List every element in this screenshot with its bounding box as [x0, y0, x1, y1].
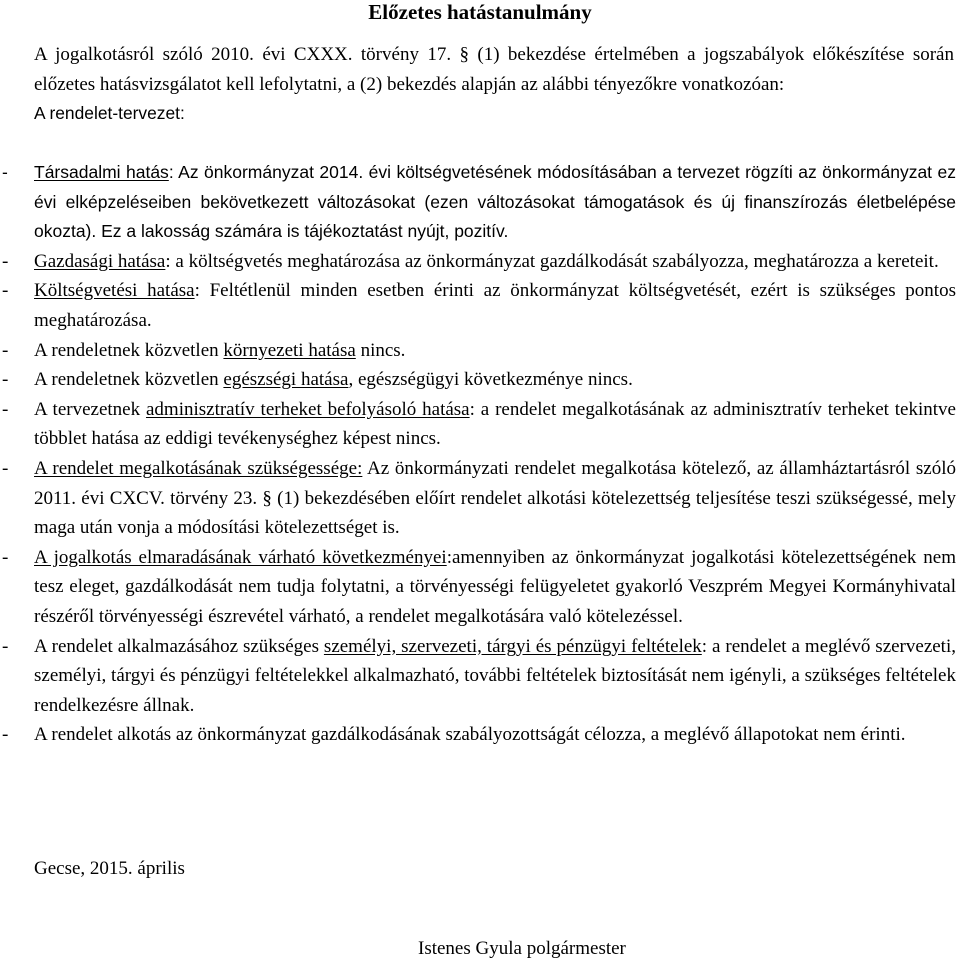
impact-list	[0, 158, 956, 750]
item-text: : a rendelet megalkotásának az adminisztratív terheket tekintve többlet hatása az eddigi tevékenységhez képest nincs.	[34, 398, 956, 450]
list-item-administrative-burden	[0, 395, 956, 454]
list-item-economic-impact	[0, 247, 956, 277]
intro-subheading: A rendelet-tervezet:	[34, 103, 185, 124]
list-item-regulation-goal	[0, 720, 956, 750]
bullet-dash: -	[2, 724, 9, 746]
item-text: A rendelet alkotás az önkormányzat gazdálkodásának szabályozottságát célozza, a meglévő állapotokat nem érinti.	[34, 724, 906, 746]
item-heading: egészségi hatása	[223, 369, 349, 391]
bullet-dash: -	[2, 162, 8, 182]
list-item-environmental-impact	[0, 336, 956, 366]
item-prefix: A tervezetnek	[34, 398, 146, 420]
list-item-budget-impact	[0, 276, 956, 335]
list-item-conditions	[0, 632, 956, 721]
list-item-necessity	[0, 454, 956, 543]
list-item-health-impact	[0, 365, 956, 395]
bullet-dash: -	[2, 339, 9, 361]
bullet-dash: -	[2, 635, 9, 657]
item-heading: személyi, szervezeti, tárgyi és pénzügyi feltételek	[323, 635, 702, 657]
item-heading: A rendelet megalkotásának szükségessége:	[34, 457, 363, 479]
list-item-consequences	[0, 543, 956, 632]
item-heading: környezeti hatása	[223, 339, 356, 361]
item-text: , egészségügyi következménye nincs.	[348, 369, 633, 391]
item-heading: A jogalkotás elmaradásának várható következményei	[34, 546, 447, 568]
item-heading: Gazdasági hatása	[34, 250, 166, 272]
item-text: :amennyiben az önkormányzat jogalkotási kötelezettségének nem tesz eleget, gazdálkodását nem tudja folytatni, a törvényességi felügyeletet gyakorló Veszprém Megyei Kormányhivatal részéről törvényességi észrevétel várható, a rendelet megalkotására való kötelezéssel.	[34, 546, 956, 627]
place-date: Gecse, 2015. április	[34, 858, 185, 879]
bullet-dash: -	[2, 250, 9, 272]
bullet-dash: -	[2, 280, 9, 302]
intro	[34, 40, 954, 129]
item-text: Az önkormányzati rendelet megalkotása kötelező, az államháztartásról szóló 2011. évi CXCV. törvény 23. § (1) bekezdésében előírt rendelet alkotási kötelezettség teljesítése teszi szükségessé, mely maga után vonja a módosítási kötelezettséget is.	[34, 457, 956, 539]
item-prefix: A rendeletnek közvetlen	[34, 369, 224, 391]
item-text: : Feltétlenül minden esetben érinti az önkormányzat költségvetését, ezért is szükséges pontos meghatározása.	[34, 280, 956, 331]
item-heading: Társadalmi hatás	[34, 162, 169, 182]
bullet-dash: -	[2, 546, 9, 568]
item-heading: adminisztratív terheket befolyásoló hatása	[145, 398, 470, 420]
item-text: : a rendelet a meglévő szervezeti, személyi, tárgyi és pénzügyi feltételekkel alkalmazható, további feltételek biztosítását nem igényli, a szükséges feltételek rendelkezésre állnak.	[34, 635, 956, 716]
item-text: : a költségvetés meghatározása az önkormányzat gazdálkodását szabályozza, meghatározza a kereteit.	[165, 250, 939, 272]
signature: Istenes Gyula polgármester	[418, 938, 626, 959]
document-title: Előzetes hatástanulmány	[368, 0, 592, 24]
item-prefix: A rendelet alkalmazásához szükséges	[34, 635, 324, 657]
bullet-dash: -	[2, 398, 9, 420]
bullet-dash: -	[2, 369, 9, 391]
bullet-dash: -	[2, 457, 9, 479]
item-text: nincs.	[355, 339, 406, 361]
item-text: : Az önkormányzat 2014. évi költségvetésének módosításában a tervezet rögzíti az önkormányzat ez évi elképzeléseiben bekövetkezett változásokat (ezen változásokat támogatások és új finanszírozás életbelépése okozta). Ez a lakosság számára is tájékoztatást nyújt, pozitív.	[34, 162, 956, 242]
item-prefix: A rendeletnek közvetlen	[34, 339, 224, 361]
intro-paragraph: A jogalkotásról szóló 2010. évi CXXX. törvény 17. § (1) bekezdése értelmében a jogszabályok előkészítése során előzetes hatásvizsgálatot kell lefolytatni, a (2) bekezdés alapján az alábbi tényezőkre vonatkozóan:	[34, 44, 954, 95]
list-item-social-impact	[0, 158, 956, 247]
item-heading: Költségvetési hatása	[34, 280, 195, 302]
